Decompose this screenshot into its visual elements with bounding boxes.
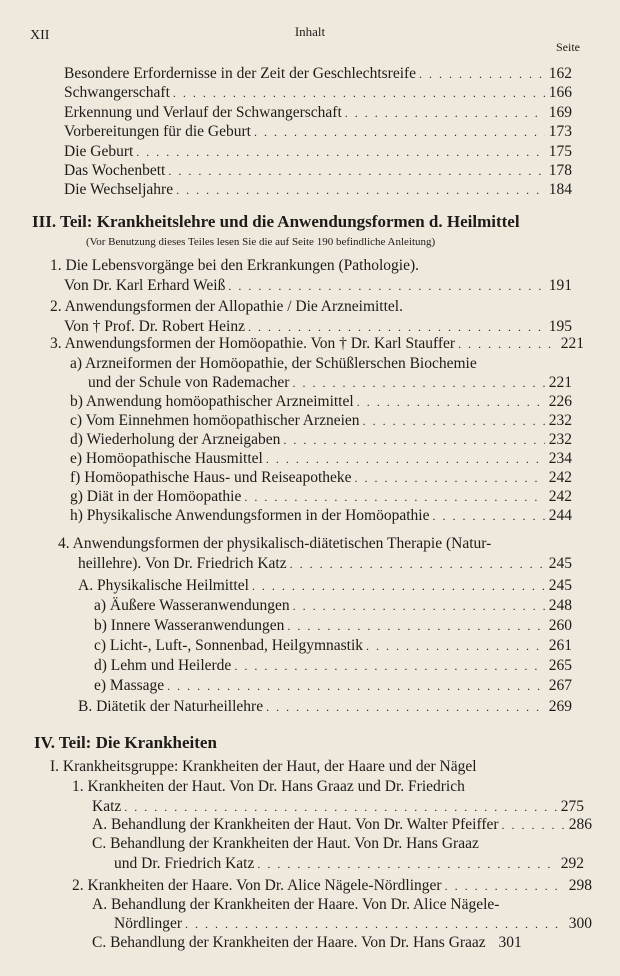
toc-entry-title: d) Wiederholung der Arzneigaben	[70, 431, 281, 448]
toc-entry-page: 298	[568, 877, 592, 894]
toc-entry-title: c) Vom Einnehmen homöopathischer Arzneien	[70, 412, 360, 429]
toc-entry	[64, 180, 572, 200]
toc-entry	[92, 797, 584, 817]
toc-entry	[72, 876, 592, 896]
toc-entry	[70, 392, 572, 412]
toc-entry	[94, 636, 572, 656]
toc-entry-title: Von Dr. Karl Erhard Weiß	[64, 277, 226, 294]
toc-entry-title: Das Wochenbett	[64, 162, 166, 179]
toc-entry	[70, 430, 572, 450]
toc-entry-page: 195	[548, 318, 572, 335]
toc-entry-page: 184	[548, 181, 572, 198]
toc-entry-title: B. Diätetik der Naturheillehre	[78, 698, 264, 715]
toc-entry-title: C. Behandlung der Krankheiten der Haare. Von Dr. Hans Graaz	[92, 934, 486, 951]
section-heading-part-4: IV. Teil: Die Krankheiten	[34, 733, 217, 752]
toc-entry-title: A. Behandlung der Krankheiten der Haare. Von Dr. Alice Nägele-	[92, 896, 500, 913]
toc-entry-page: 242	[548, 469, 572, 486]
toc-entry-page: 245	[548, 577, 572, 594]
toc-entry	[92, 815, 592, 835]
toc-entry	[88, 373, 572, 393]
section-note: (Vor Benutzung dieses Teiles lesen Sie die auf Seite 190 befindliche Anleitung)	[86, 236, 436, 248]
toc-entry-page: 269	[548, 698, 572, 715]
toc-entry-page: 191	[548, 277, 572, 294]
toc-entry-title: e) Homöopathische Hausmittel	[70, 450, 263, 467]
toc-entry-title: e) Massage	[94, 677, 165, 694]
toc-entry-title: Katz	[92, 798, 122, 815]
toc-entry-page: 260	[548, 617, 572, 634]
toc-entry	[78, 554, 572, 574]
toc-entry	[64, 161, 572, 181]
toc-entry-title: h) Physikalische Anwendungsformen in der Homöopathie	[70, 507, 430, 524]
toc-entry-title: a) Äußere Wasseranwendungen	[94, 597, 290, 614]
section-heading-part-3: III. Teil: Krankheitslehre und die Anwendungsformen d. Heilmittel	[32, 212, 520, 231]
toc-entry-page: 244	[548, 507, 572, 524]
toc-entry	[78, 697, 572, 717]
toc-entry	[70, 449, 572, 469]
toc-entry-page: 245	[548, 555, 572, 572]
toc-entry-page: 267	[548, 677, 572, 694]
toc-entry-title: Von † Prof. Dr. Robert Heinz	[64, 318, 245, 335]
toc-entry-page: 292	[560, 855, 584, 872]
toc-entry-title: b) Anwendung homöopathischer Arzneimittel	[70, 393, 354, 410]
toc-entry	[94, 676, 572, 696]
toc-entry	[64, 83, 572, 103]
page-number: XII	[30, 28, 50, 43]
toc-entry-title: A. Physikalische Heilmittel	[78, 577, 249, 594]
toc-entry-page: 162	[548, 65, 572, 82]
toc-entry-title: 1. Krankheiten der Haut. Von Dr. Hans Graaz und Dr. Friedrich	[72, 778, 465, 795]
toc-entry-title: 1. Die Lebensvorgänge bei den Erkrankungen (Pathologie).	[50, 257, 420, 274]
toc-entry-page: 166	[548, 84, 572, 101]
toc-entry-page: 265	[548, 657, 572, 674]
toc-entry-page: 232	[548, 431, 572, 448]
toc-entry-title: 2. Krankheiten der Haare. Von Dr. Alice Nägele-Nördlinger	[72, 877, 442, 894]
toc-entry-title: d) Lehm und Heilerde	[94, 657, 232, 674]
toc-entry	[70, 411, 572, 431]
toc-entry-title: C. Behandlung der Krankheiten der Haut. Von Dr. Hans Graaz	[92, 835, 479, 852]
toc-entry-title: Die Wechseljahre	[64, 181, 174, 198]
toc-entry	[94, 656, 572, 676]
toc-entry-title: Schwangerschaft	[64, 84, 170, 101]
toc-entry	[70, 506, 572, 526]
toc-entry	[64, 142, 572, 162]
seite-column-label: Seite	[556, 40, 580, 54]
toc-entry-page: 173	[548, 123, 572, 140]
toc-entry	[64, 122, 572, 142]
toc-entry-title: Nördlinger	[114, 915, 183, 932]
toc-entry-page: 248	[548, 597, 572, 614]
toc-entry	[114, 914, 592, 934]
toc-entry-title: heillehre). Von Dr. Friedrich Katz	[78, 555, 287, 572]
toc-entry	[94, 596, 572, 616]
toc-entry	[70, 468, 572, 488]
page-title: Inhalt	[294, 24, 326, 39]
toc-entry-page: 226	[548, 393, 572, 410]
toc-entry-title: A. Behandlung der Krankheiten der Haut. Von Dr. Walter Pfeiffer	[92, 816, 499, 833]
toc-entry-page: 286	[568, 816, 592, 833]
toc-entry-title: Erkennung und Verlauf der Schwangerschaft	[64, 104, 342, 121]
toc-entry-title: und der Schule von Rademacher	[88, 374, 290, 391]
toc-entry	[114, 854, 584, 874]
toc-entry-page: 261	[548, 637, 572, 654]
toc-entry	[94, 616, 572, 636]
toc-entry-page: 178	[548, 162, 572, 179]
toc-entry-page: 169	[548, 104, 572, 121]
toc-entry-title: 3. Anwendungsformen der Homöopathie. Von † Dr. Karl Stauffer	[50, 335, 456, 352]
toc-entry-page: 300	[568, 915, 592, 932]
toc-entry-title: c) Licht-, Luft-, Sonnenbad, Heilgymnastik	[94, 637, 364, 654]
toc-entry-page: 175	[548, 143, 572, 160]
toc-entry-title: g) Diät in der Homöopathie	[70, 488, 242, 505]
toc-entry-page: 232	[548, 412, 572, 429]
toc-entry-title: 2. Anwendungsformen der Allopathie / Die Arzneimittel.	[50, 298, 403, 315]
toc-entry-title: f) Homöopathische Haus- und Reiseapotheke	[70, 469, 352, 486]
toc-entry-title: b) Innere Wasseranwendungen	[94, 617, 285, 634]
toc-entry-page: 275	[560, 798, 584, 815]
toc-entry-title: 4. Anwendungsformen der physikalisch-diätetischen Therapie (Natur-	[58, 535, 492, 552]
toc-entry-title: Besondere Erfordernisse in der Zeit der Geschlechtsreife	[64, 65, 417, 82]
toc-entry	[64, 276, 572, 296]
toc-entry-page: 221	[560, 335, 584, 352]
toc-entry-title: a) Arzneiformen der Homöopathie, der Schüßlerschen Biochemie	[70, 355, 477, 372]
toc-entry	[50, 334, 584, 354]
toc-entry-page: 242	[548, 488, 572, 505]
toc-entry-page: 234	[548, 450, 572, 467]
toc-entry	[92, 933, 592, 953]
toc-entry	[78, 576, 572, 596]
toc-entry	[64, 103, 572, 123]
toc-entry-title: Vorbereitungen für die Geburt	[64, 123, 251, 140]
toc-entry-title: Die Geburt	[64, 143, 134, 160]
toc-entry	[70, 487, 572, 507]
toc-entry-title: und Dr. Friedrich Katz	[114, 855, 255, 872]
toc-entry-page: 301	[498, 934, 522, 951]
toc-entry	[64, 64, 572, 84]
toc-entry-page: 221	[548, 374, 572, 391]
toc-entry-title: I. Krankheitsgruppe: Krankheiten der Haut, der Haare und der Nägel	[50, 758, 477, 775]
